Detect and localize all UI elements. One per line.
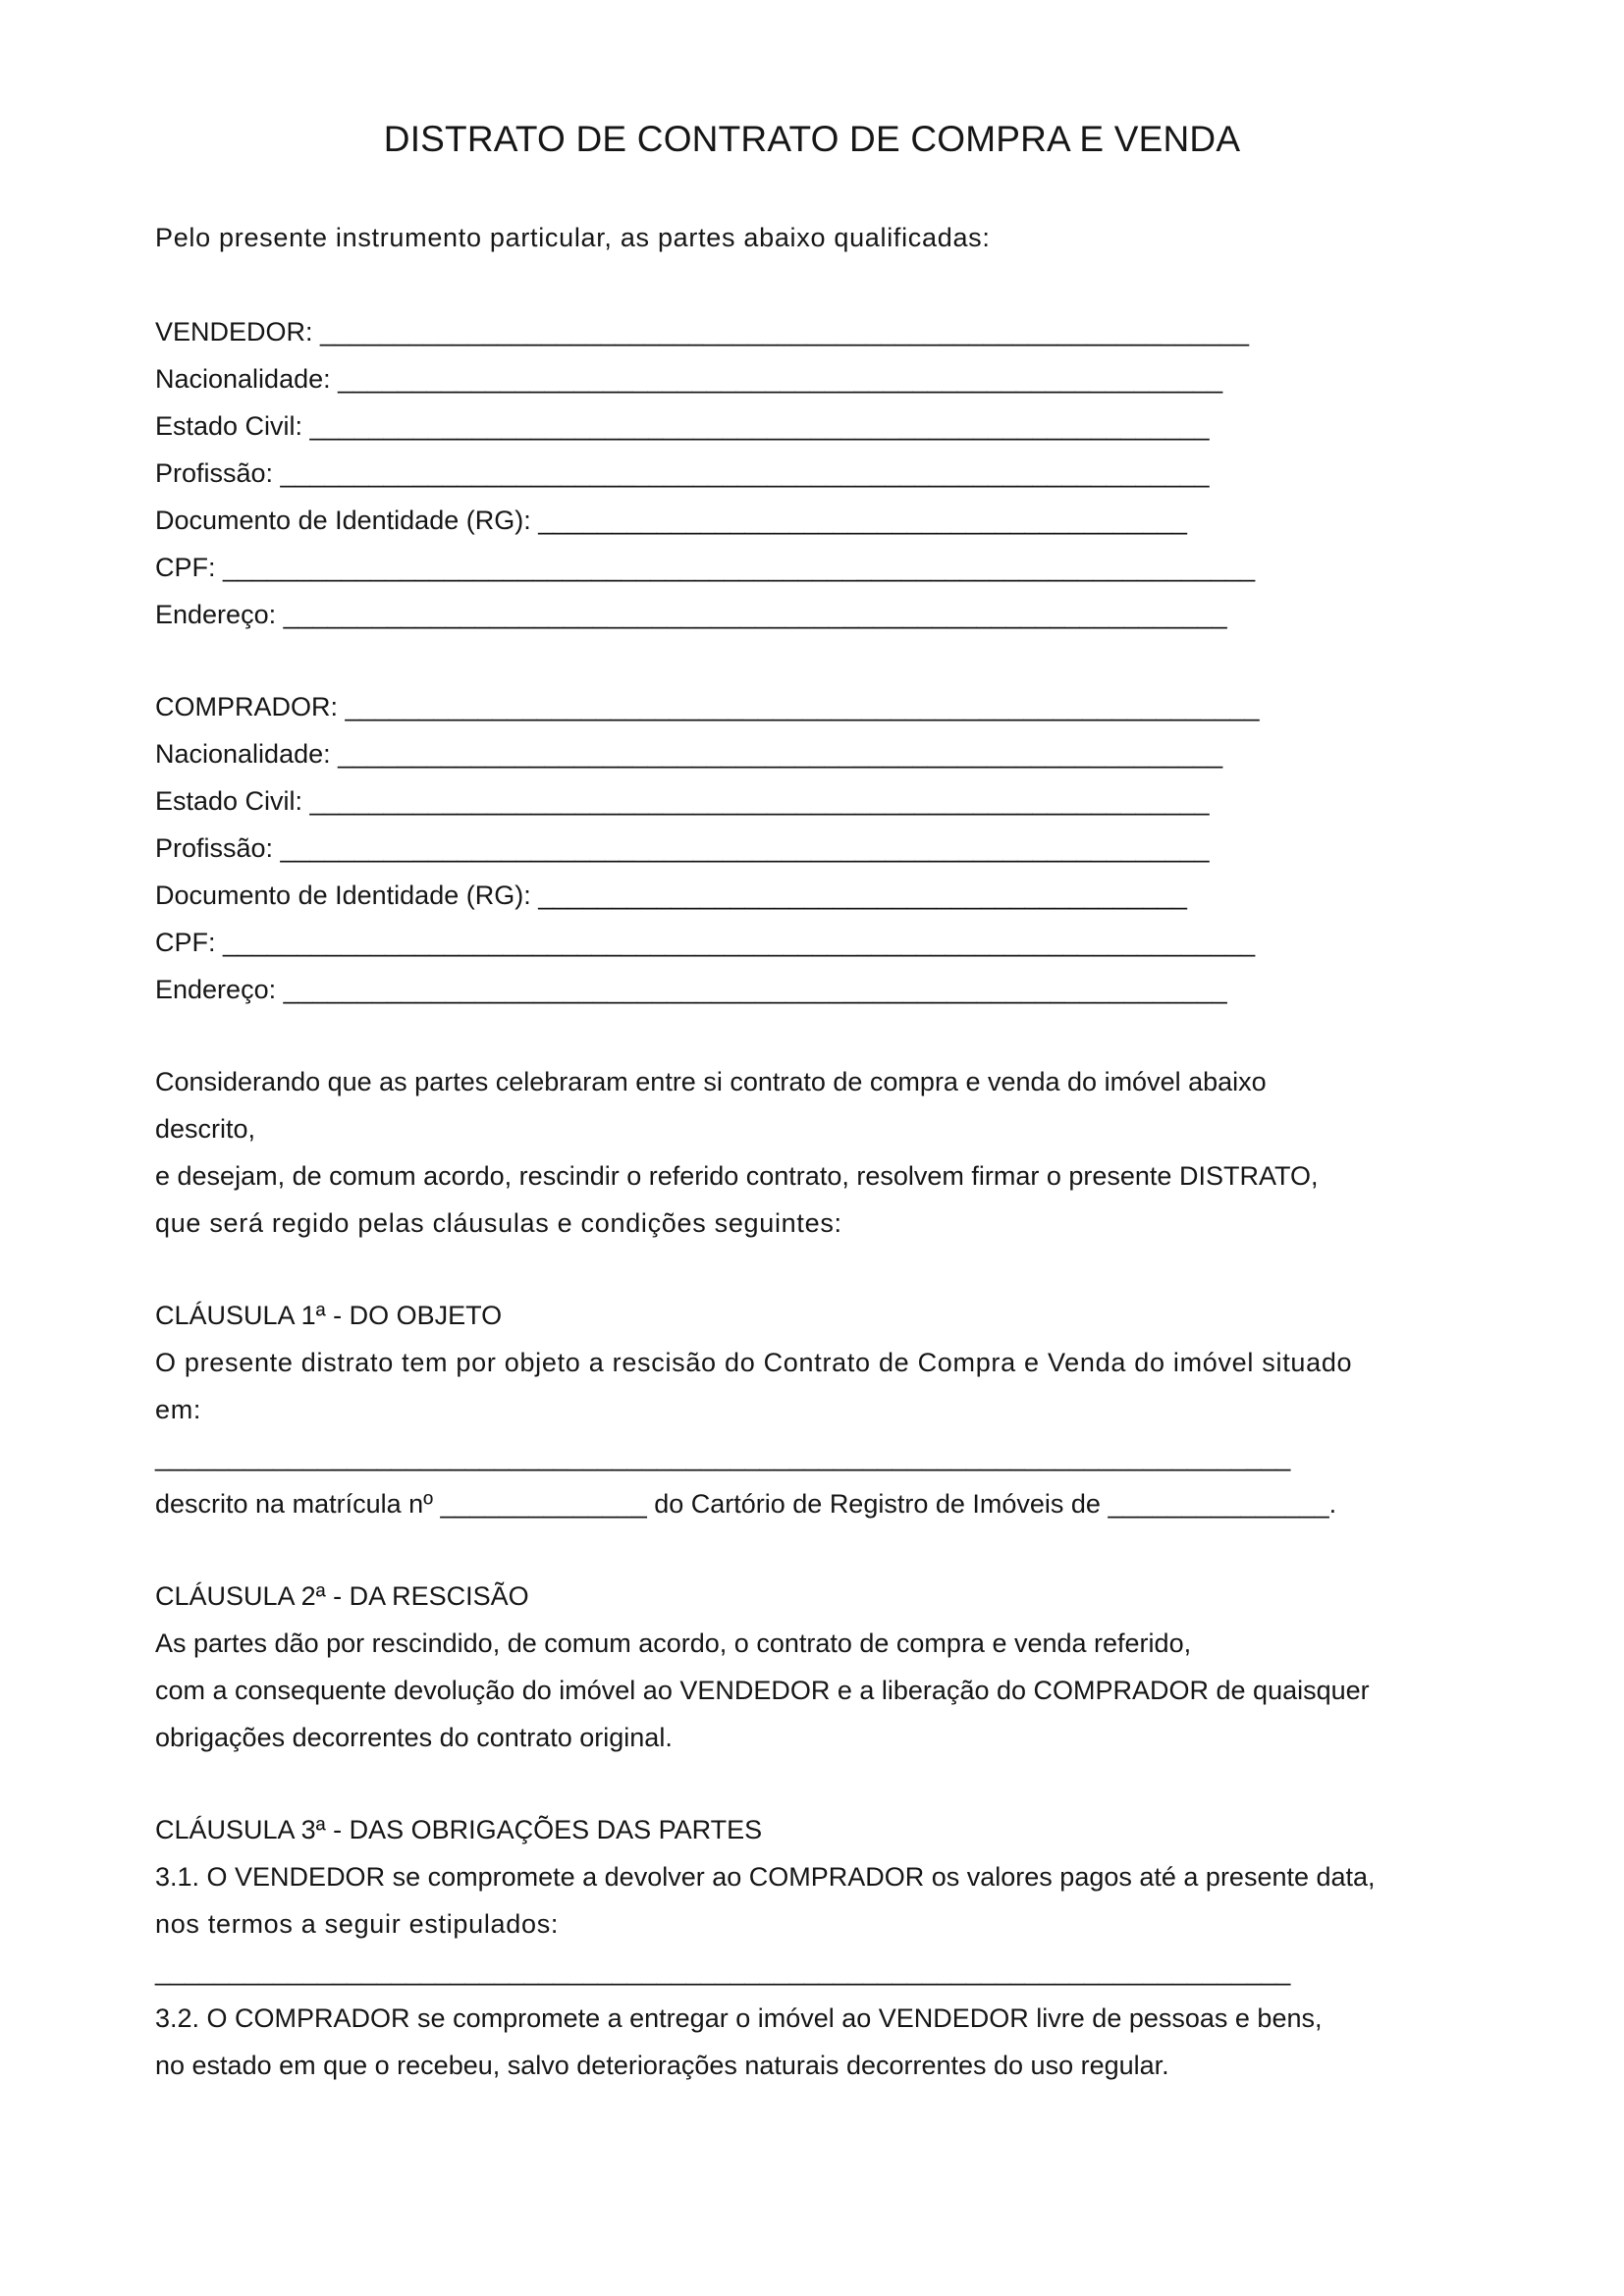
comprador-profissao-field: Profissão: _______________________________________________________________ [155, 833, 1210, 863]
clausula-3-item-1-line-2: nos termos a seguir estipulados: [155, 1909, 560, 1939]
comprador-name-field: COMPRADOR: ______________________________________________________________ [155, 692, 1260, 721]
clausula-3-blank-line: _____________________________________________________________________________ [155, 1956, 1291, 1986]
comprador-documento-field: Documento de Identidade (RG): ____________________________________________ [155, 881, 1187, 910]
clausula-2-line-3: obrigações decorrentes do contrato original. [155, 1723, 673, 1752]
considerando-line-1: Considerando que as partes celebraram entre si contrato de compra e venda do imóvel abaixo [155, 1067, 1267, 1096]
vendedor-name-field: VENDEDOR: _______________________________________________________________ [155, 317, 1250, 347]
clausula-3-item-2-line-2: no estado em que o recebeu, salvo deteriorações naturais decorrentes do uso regular. [155, 2051, 1169, 2080]
clausula-1-matricula: descrito na matrícula nº ______________ do Cartório de Registro de Imóveis de _______________. [155, 1489, 1337, 1519]
considerando-line-3: e desejam, de comum acordo, rescindir o referido contrato, resolvem firmar o presente DISTRATO, [155, 1161, 1319, 1191]
comprador-endereco-field: Endereço: ________________________________________________________________ [155, 975, 1227, 1004]
clausula-2-line-1: As partes dão por rescindido, de comum acordo, o contrato de compra e venda referido, [155, 1629, 1192, 1658]
clausula-3-item-1-line-1: 3.1. O VENDEDOR se compromete a devolver ao COMPRADOR os valores pagos até a presente data, [155, 1862, 1376, 1892]
vendedor-documento-field: Documento de Identidade (RG): ____________________________________________ [155, 506, 1187, 535]
comprador-nacionalidade-field: Nacionalidade: ____________________________________________________________ [155, 739, 1223, 769]
clausula-1-line-2: em: [155, 1395, 202, 1424]
clausula-1-line-1: O presente distrato tem por objeto a rescisão do Contrato de Compra e Venda do imóvel situado [155, 1348, 1353, 1377]
vendedor-cpf-field: CPF: ______________________________________________________________________ [155, 553, 1256, 582]
considerando-line-4: que será regido pelas cláusulas e condições seguintes: [155, 1208, 842, 1238]
clausula-1-heading: CLÁUSULA 1ª - DO OBJETO [155, 1301, 503, 1330]
comprador-estado-civil-field: Estado Civil: _____________________________________________________________ [155, 786, 1210, 816]
vendedor-endereco-field: Endereço: ________________________________________________________________ [155, 600, 1227, 629]
clausula-2-heading: CLÁUSULA 2ª - DA RESCISÃO [155, 1581, 529, 1611]
clausula-1-blank-line: _____________________________________________________________________________ [155, 1442, 1291, 1471]
document-title: DISTRATO DE CONTRATO DE COMPRA E VENDA [383, 119, 1241, 159]
clausula-3-item-2-line-1: 3.2. O COMPRADOR se compromete a entregar o imóvel ao VENDEDOR livre de pessoas e bens, [155, 2003, 1323, 2033]
intro-text: Pelo presente instrumento particular, as partes abaixo qualificadas: [155, 223, 991, 252]
clausula-3-heading: CLÁUSULA 3ª - DAS OBRIGAÇÕES DAS PARTES [155, 1815, 763, 1844]
vendedor-profissao-field: Profissão: _______________________________________________________________ [155, 458, 1210, 488]
vendedor-nacionalidade-field: Nacionalidade: ____________________________________________________________ [155, 364, 1223, 394]
vendedor-estado-civil-field: Estado Civil: _____________________________________________________________ [155, 411, 1210, 441]
comprador-cpf-field: CPF: ______________________________________________________________________ [155, 928, 1256, 957]
clausula-2-line-2: com a consequente devolução do imóvel ao VENDEDOR e a liberação do COMPRADOR de quaisquer [155, 1676, 1370, 1705]
considerando-line-2: descrito, [155, 1114, 256, 1144]
